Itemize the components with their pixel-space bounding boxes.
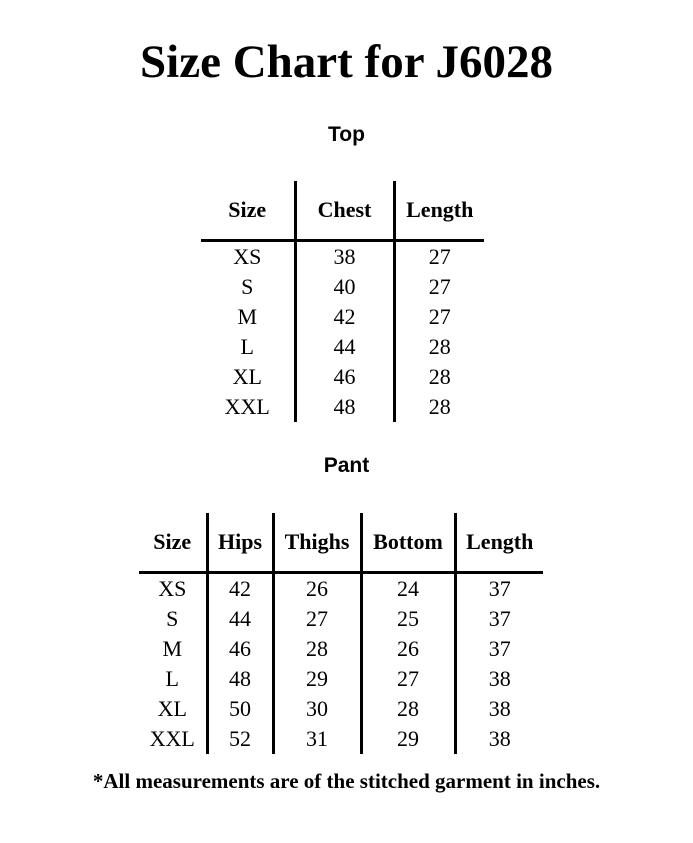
table-row (139, 604, 543, 634)
table-cell: 27 (394, 272, 484, 302)
table-row (201, 302, 484, 332)
table-row (139, 694, 543, 724)
table-cell: 24 (361, 573, 455, 605)
table-cell: 28 (394, 392, 484, 422)
table-cell: XXL (149, 726, 195, 751)
page-title: Size Chart for J6028 (140, 36, 553, 88)
table-row (201, 392, 484, 422)
table-cell: 26 (273, 573, 361, 605)
top-size-table (201, 181, 484, 422)
table-cell: 42 (295, 302, 394, 332)
table-cell: 30 (273, 694, 361, 724)
table-cell: 44 (207, 604, 273, 634)
table-row (201, 241, 484, 273)
table-cell: 42 (207, 573, 273, 605)
column-header-thighs: Thighs (273, 513, 361, 573)
table-row (139, 634, 543, 664)
table-cell: S (166, 606, 179, 631)
table-cell: 46 (207, 634, 273, 664)
table-header-row (139, 513, 543, 573)
table-row (201, 272, 484, 302)
table-cell: 29 (273, 664, 361, 694)
table-cell: 28 (361, 694, 455, 724)
table-cell: 48 (207, 664, 273, 694)
table-cell: L (165, 666, 179, 691)
table-cell: XXL (224, 394, 270, 419)
table-cell: 46 (295, 362, 394, 392)
table-cell: 25 (361, 604, 455, 634)
table-cell: M (237, 304, 258, 329)
table-row (139, 573, 543, 605)
table-cell: 37 (455, 634, 543, 664)
table-cell: 44 (295, 332, 394, 362)
top-section-title: Top (328, 123, 365, 146)
table-cell: S (241, 274, 254, 299)
measurement-footnote: *All measurements are of the stitched garment in inches. (92, 769, 601, 793)
table-cell: 38 (455, 694, 543, 724)
table-cell: M (162, 636, 183, 661)
table-cell: 48 (295, 392, 394, 422)
table-cell: XS (233, 244, 262, 269)
column-header-bottom: Bottom (361, 513, 455, 573)
table-cell: 27 (273, 604, 361, 634)
column-header-length: Length (455, 513, 543, 573)
table-cell: XS (158, 576, 187, 601)
table-cell: 28 (394, 332, 484, 362)
table-cell: 29 (361, 724, 455, 754)
table-header-row (201, 181, 484, 241)
table-cell: 52 (207, 724, 273, 754)
table-cell: 28 (394, 362, 484, 392)
table-row (139, 664, 543, 694)
column-header-chest: Chest (295, 181, 394, 241)
table-cell: 37 (455, 573, 543, 605)
table-cell: XL (157, 696, 187, 721)
table-cell: 38 (295, 241, 394, 273)
table-cell: 40 (295, 272, 394, 302)
table-cell: L (240, 334, 254, 359)
table-cell: XL (232, 364, 262, 389)
column-header-size: Size (201, 181, 295, 241)
table-cell: 38 (455, 664, 543, 694)
column-header-length: Length (394, 181, 484, 241)
column-header-size: Size (139, 513, 207, 573)
table-cell: 28 (273, 634, 361, 664)
column-header-hips: Hips (207, 513, 273, 573)
table-cell: 50 (207, 694, 273, 724)
table-cell: 31 (273, 724, 361, 754)
table-cell: 27 (361, 664, 455, 694)
table-cell: 37 (455, 604, 543, 634)
table-row (201, 362, 484, 392)
table-row (139, 724, 543, 754)
table-cell: 27 (394, 241, 484, 273)
pant-size-table (139, 513, 543, 754)
table-row (201, 332, 484, 362)
table-cell: 26 (361, 634, 455, 664)
table-cell: 27 (394, 302, 484, 332)
table-cell: 38 (455, 724, 543, 754)
pant-section-title: Pant (323, 454, 370, 477)
